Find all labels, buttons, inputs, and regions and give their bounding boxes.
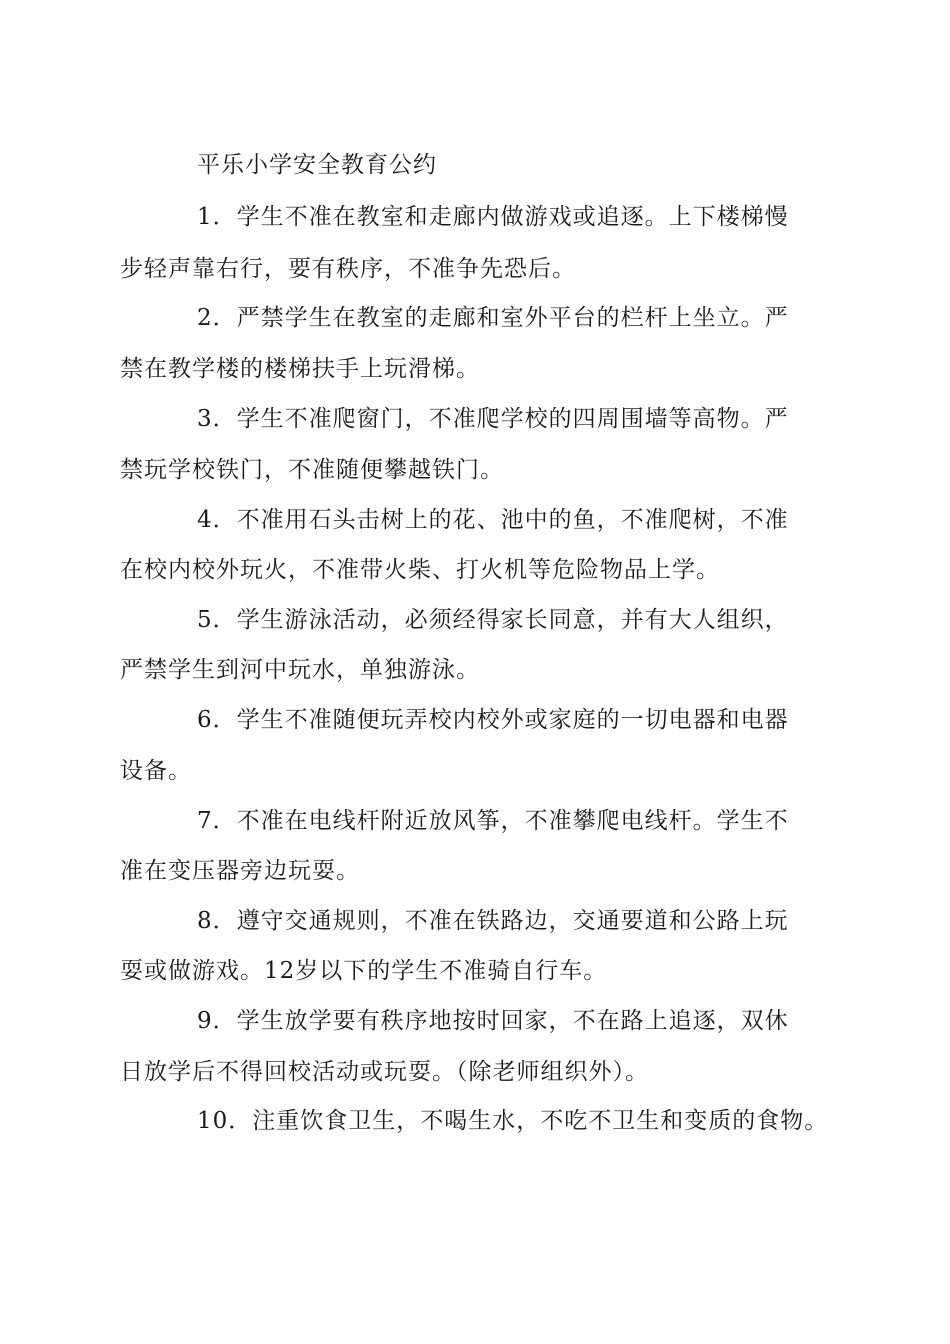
document-title: 平乐小学安全教育公约	[197, 152, 437, 178]
rule-3-line-2: 禁玩学校铁门，不准随便攀越铁门。	[120, 457, 504, 483]
rule-5-line-1: 5．学生游泳活动，必须经得家长同意，并有大人组织，	[197, 607, 789, 633]
rule-6-line-2: 设备。	[120, 758, 192, 784]
rule-3-line-1: 3．学生不准爬窗门，不准爬学校的四周围墙等高物。严	[197, 406, 789, 432]
rule-8-line-1: 8．遵守交通规则，不准在铁路边，交通要道和公路上玩	[197, 908, 789, 934]
rule-9-line-2: 日放学后不得回校活动或玩耍。（除老师组织外）。	[120, 1059, 649, 1085]
rule-1-line-2: 步轻声靠右行，要有秩序，不准争先恐后。	[120, 256, 576, 282]
rule-1-line-1: 1．学生不准在教室和走廊内做游戏或追逐。上下楼梯慢	[197, 204, 789, 230]
rule-6-line-1: 6．学生不准随便玩弄校内校外或家庭的一切电器和电器	[197, 707, 789, 733]
rule-5-line-2: 严禁学生到河中玩水，单独游泳。	[120, 657, 480, 683]
rule-9-line-1: 9．学生放学要有秩序地按时回家，不在路上追逐，双休	[197, 1008, 789, 1034]
rule-8-line-2: 耍或做游戏。12岁以下的学生不准骑自行车。	[120, 958, 608, 984]
rule-2-line-2: 禁在教学楼的楼梯扶手上玩滑梯。	[120, 356, 480, 382]
rule-4-line-1: 4．不准用石头击树上的花、池中的鱼，不准爬树，不准	[197, 507, 789, 533]
rule-10-line-1: 10．注重饮食卫生，不喝生水，不吃不卫生和变质的食物。	[197, 1108, 829, 1134]
rule-7-line-1: 7．不准在电线杆附近放风筝，不准攀爬电线杆。学生不	[197, 808, 789, 834]
rule-7-line-2: 准在变压器旁边玩耍。	[120, 858, 360, 884]
rule-2-line-1: 2．严禁学生在教室的走廊和室外平台的栏杆上坐立。严	[197, 305, 789, 331]
rule-4-line-2: 在校内校外玩火，不准带火柴、打火机等危险物品上学。	[120, 557, 720, 583]
